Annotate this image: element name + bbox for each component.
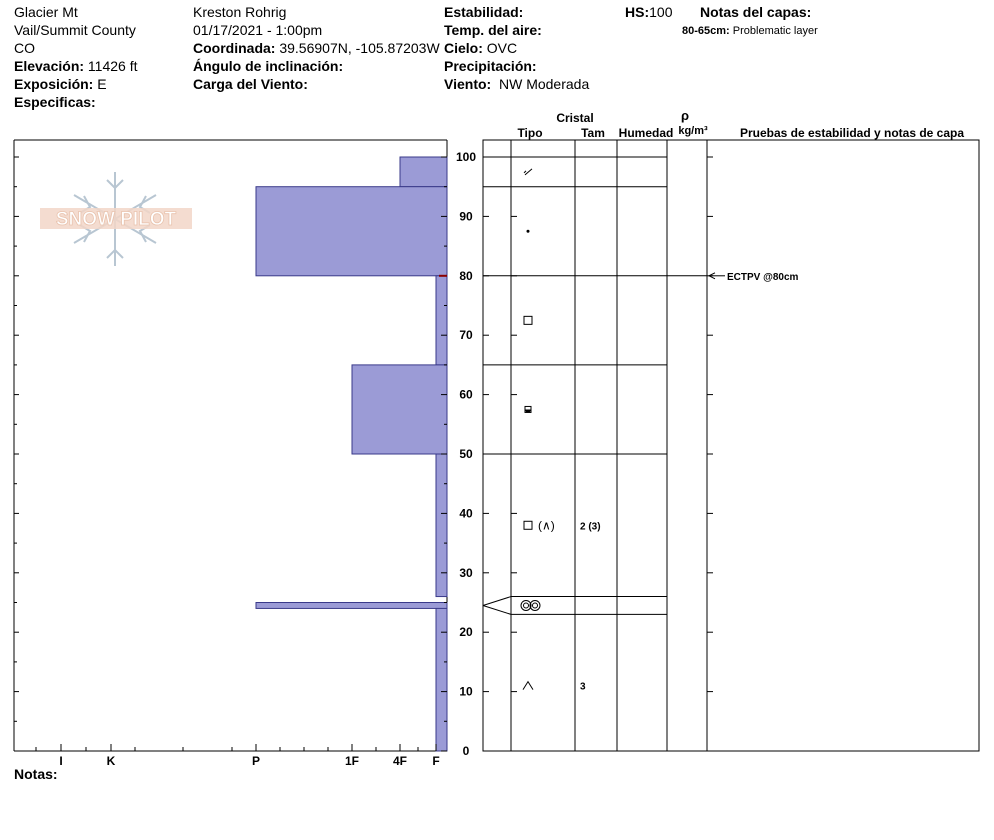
hardness-label: 4F bbox=[392, 754, 408, 768]
layer-notes-label: Notas del capas: bbox=[700, 4, 812, 20]
hardness-label: F bbox=[432, 754, 440, 768]
icon-square bbox=[524, 521, 532, 529]
hardness-label: 1F bbox=[344, 754, 360, 768]
layer-note-text: Problematic layer bbox=[732, 25, 818, 37]
hardness-bar bbox=[436, 276, 447, 365]
crystal-size: 3 bbox=[580, 681, 586, 693]
observation-datetime: 01/17/2021 - 1:00pm bbox=[193, 22, 323, 38]
depth-label: 40 bbox=[459, 506, 473, 521]
elevation-label: Elevación: bbox=[14, 58, 85, 74]
stability-label: Estabilidad: bbox=[444, 4, 524, 20]
depth-label: 60 bbox=[459, 387, 473, 402]
icon-caret bbox=[523, 682, 533, 690]
hardness-bar bbox=[436, 454, 447, 597]
region-name: Vail/Summit County bbox=[14, 22, 136, 38]
rounded-grains-icon bbox=[527, 230, 530, 233]
air-temp-label: Temp. del aire: bbox=[444, 22, 542, 38]
icon-paren-depth-hoar: (∧) bbox=[538, 518, 555, 533]
rounding-faceted-icon bbox=[525, 406, 531, 412]
depth-label: 50 bbox=[459, 447, 473, 461]
icon-stroke bbox=[524, 171, 526, 173]
table-border bbox=[483, 140, 979, 751]
observer-name: Kreston Rohrig bbox=[193, 4, 287, 20]
icon-square bbox=[524, 316, 532, 324]
hardness-label: P bbox=[251, 754, 261, 768]
moisture-header: Humedad bbox=[618, 126, 674, 140]
aspect-value: E bbox=[97, 76, 107, 92]
decomposing-fragments-icon bbox=[524, 169, 532, 175]
depth-label: 0 bbox=[462, 744, 470, 758]
depth-label: 70 bbox=[459, 328, 473, 343]
stability-tests bbox=[439, 272, 799, 283]
logo-text: SNOW PILOT bbox=[55, 209, 177, 230]
hardness-bar bbox=[352, 365, 447, 454]
depth-label: 10 bbox=[459, 684, 473, 699]
hardness-bar bbox=[256, 603, 447, 609]
layer-connector bbox=[483, 605, 511, 614]
coordinates-value: 39.56907N, -105.87203W bbox=[279, 40, 440, 56]
wind-loading-label: Carga del Viento: bbox=[193, 76, 308, 92]
faceted-depth-hoar-icon bbox=[524, 518, 555, 532]
snow-height-label: HS: bbox=[625, 4, 650, 20]
depth-label: 90 bbox=[459, 209, 473, 224]
sky-value: OVC bbox=[486, 40, 518, 56]
hardness-axis bbox=[36, 744, 440, 768]
icon-ring-inner bbox=[533, 603, 538, 608]
elevation-value: 11426 ft bbox=[87, 58, 138, 74]
icon-ring-inner bbox=[524, 603, 529, 608]
faceted-crystals-icon bbox=[524, 316, 532, 324]
type-header: Tipo bbox=[517, 126, 543, 140]
snow-pilot-logo bbox=[40, 172, 192, 266]
depth-label: 30 bbox=[459, 565, 473, 580]
test-label: ECTPV @80cm bbox=[727, 271, 799, 283]
tests-header: Pruebas de estabilidad y notas de capa bbox=[739, 126, 965, 140]
size-header: Tam bbox=[581, 126, 605, 140]
layer-note-range: 80-65cm: bbox=[682, 25, 730, 37]
wind-label: Viento: bbox=[444, 76, 492, 92]
state-name: CO bbox=[14, 40, 35, 56]
icon-dot bbox=[527, 230, 530, 233]
layer-connector bbox=[483, 597, 511, 606]
snow-height-value: 100 bbox=[649, 4, 673, 20]
table-headers bbox=[517, 108, 964, 140]
hardness-label: I bbox=[59, 754, 63, 768]
crystal-size: 2 (3) bbox=[580, 521, 601, 533]
depth-hoar-icon bbox=[523, 682, 533, 690]
aspect-label: Exposición: bbox=[14, 76, 94, 92]
depth-label: 20 bbox=[459, 625, 473, 640]
hardness-bar bbox=[256, 187, 447, 276]
depth-label: 80 bbox=[459, 268, 473, 283]
ice-crust-icon bbox=[521, 600, 540, 610]
rho-header: ρ bbox=[680, 108, 690, 123]
location-name: Glacier Mt bbox=[14, 4, 78, 20]
notes-label: Notas: bbox=[14, 766, 58, 782]
coordinates-label: Coordinada: bbox=[193, 40, 276, 56]
crystal-header: Cristal bbox=[556, 111, 594, 125]
depth-label: 100 bbox=[455, 150, 477, 164]
icon-stroke bbox=[525, 169, 532, 175]
hardness-bar bbox=[436, 608, 447, 751]
hardness-label: K bbox=[106, 754, 116, 768]
density-header: kg/m³ bbox=[678, 125, 708, 137]
hardness-bars bbox=[256, 157, 447, 751]
layer-table bbox=[483, 140, 979, 751]
precipitation-label: Precipitación: bbox=[444, 58, 537, 74]
sky-label: Cielo: bbox=[444, 40, 483, 56]
hardness-bar bbox=[400, 157, 447, 187]
specifics-label: Especificas: bbox=[14, 94, 96, 110]
wind-value: NW Moderada bbox=[498, 76, 590, 92]
slope-angle-label: Ángulo de inclinación: bbox=[193, 58, 344, 74]
